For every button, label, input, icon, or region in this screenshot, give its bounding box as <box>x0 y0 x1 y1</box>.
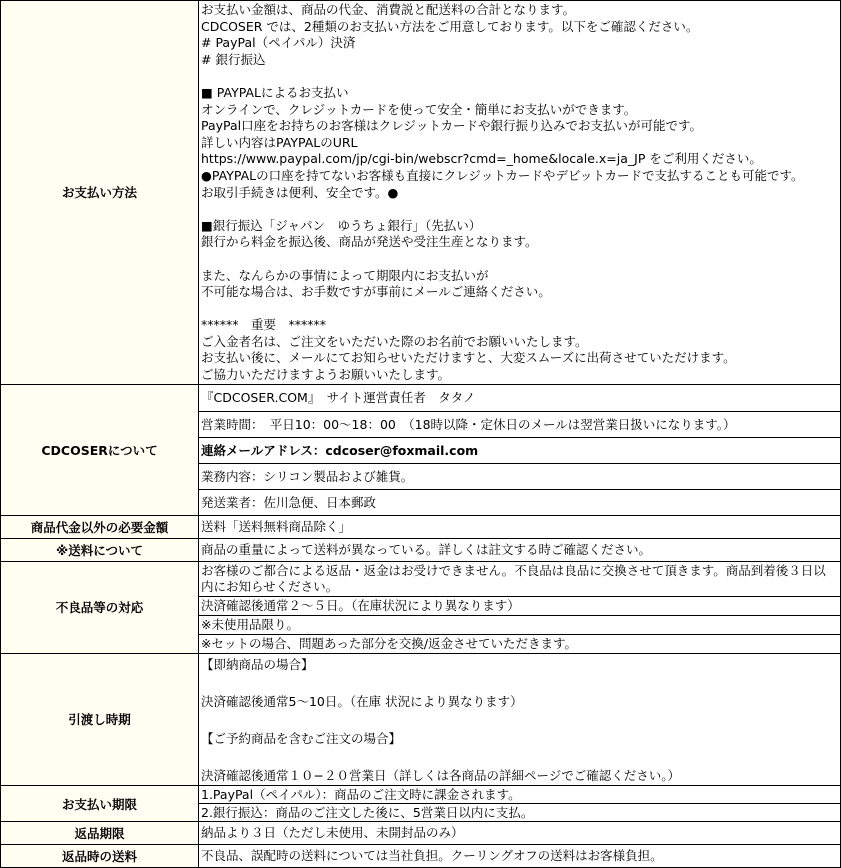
text-line: ■銀行振込「ジャパン ゆうちょ銀行」（先払い） <box>201 217 482 233</box>
delivery-time-label: 引渡し時期 <box>1 653 199 786</box>
text-line <box>199 251 840 268</box>
about-content <box>199 384 841 515</box>
text-line <box>199 711 840 730</box>
defects-content <box>199 561 841 653</box>
business-hours-text: 営業時間： 平日10：00〜18：00 （18時以降・定休日のメールは翌営業日扱いになります。） <box>199 411 840 437</box>
text-line: ご入金者名は、ご注文をいただいた際のお名前でお願いいたします。 <box>201 333 588 349</box>
shipping-note-content: 商品の重量によって送料が異なっている。詳しくは註文する時ご確認ください。 <box>199 538 841 561</box>
return-shipping-label: 返品時の送料 <box>1 845 199 868</box>
defects-set-policy-text: ※セットの場合、問題あった部分を交換/返金させていただきます。 <box>199 634 840 653</box>
contact-email-text: 連絡メールアドレス：cdcoser@foxmail.com <box>199 437 840 463</box>
payment-deadline-content <box>199 786 841 822</box>
text-line: 不可能な場合は、お手数ですが事前にメールご連絡ください。 <box>201 284 551 300</box>
text-line: お取引手続きは便利、安全です。● <box>201 184 399 200</box>
extra-fees-label: 商品代金以外の必要金額 <box>1 515 199 538</box>
text-line: 銀行から料金を振込後、商品が発送や受注生産となります。 <box>201 234 538 250</box>
shipping-note-label: ※送料について <box>1 538 199 561</box>
shipping-carriers-text: 発送業者：佐川急便、日本郵政 <box>199 489 840 515</box>
paypal-deadline-text: 1.PayPal（ペイパル）：商品のご注文時に課金されます。 <box>201 787 521 803</box>
return-deadline-content: 納品より３日（ただし未使用、未開封品のみ） <box>199 822 841 845</box>
delivery-time-content <box>199 653 841 786</box>
defects-exchange-time-text: 決済確認後通常２〜５日。（在庫状況により異なります） <box>199 596 840 615</box>
defects-policy-text: お客様のご都合による返品・返金はお受けできません。不良品は良品に交換させて頂きます。商品到着後３日以内にお知らせください。 <box>201 562 826 594</box>
text-line <box>199 748 840 767</box>
extra-fees-content: 送料「送料無料商品除く」 <box>199 515 841 538</box>
row-shipping-note <box>1 538 841 561</box>
row-payment-deadline <box>1 786 841 822</box>
text-line: また、なんらかの事情によって期限内にお支払いが <box>201 267 489 283</box>
row-defects <box>1 561 841 653</box>
defects-unused-only-text: ※未使用品限り。 <box>199 615 840 634</box>
row-return-shipping <box>1 845 841 868</box>
text-line: # PayPal（ペイパル）決済 <box>201 35 356 51</box>
row-payment-method <box>1 1 841 385</box>
return-deadline-label: 返品期限 <box>1 822 199 845</box>
payment-method-label: お支払い方法 <box>1 1 199 385</box>
about-label: CDCOSERについて <box>1 384 199 515</box>
text-line: ご協力いただけますようお願いいたします。 <box>201 367 451 383</box>
text-line: https://www.paypal.com/jp/cgi-bin/webscr?cmd=_home&locale.x=ja_JP をご利用ください。 <box>201 151 762 167</box>
text-line: CDCOSER では、2種類のお支払い方法をご用意しております。以下をご確認ください。 <box>201 18 699 34</box>
text-line <box>199 201 840 218</box>
row-delivery-time <box>1 653 841 786</box>
bank-transfer-deadline-text: 2.銀行振込：商品のご注文した後に、5営業日以内に支払。 <box>199 803 840 821</box>
text-line: ****** 重要 ****** <box>201 317 327 333</box>
text-line: お支払い後に、メールにてお知らせいただけますと、大変スムーズに出荷させていただけます。 <box>201 350 736 366</box>
text-line <box>199 674 840 693</box>
row-return-deadline <box>1 822 841 845</box>
text-line: ●PAYPALの口座を持てないお客様も直接にクレジットカードやデビットカードで支払することも可能です。 <box>201 167 804 183</box>
text-line: 決済確認後通常１０−２０営業日（詳しくは各商品の詳細ページでご確認ください。） <box>201 767 680 783</box>
text-line: 決済確認後通常5〜10日。（在庫 状況により異なります） <box>201 693 523 709</box>
text-line: 詳しい内容はPAYPALのURL <box>201 134 358 150</box>
text-line: 【即納商品の場合】 <box>201 656 314 672</box>
defects-label: 不良品等の対応 <box>1 561 199 653</box>
payment-method-content <box>199 1 841 385</box>
text-line <box>199 68 840 85</box>
text-line <box>199 301 840 318</box>
text-line: ■ PAYPALによるお支払い <box>201 84 349 100</box>
business-description-text: 業務内容：シリコン製品および雑貨。 <box>199 463 840 489</box>
text-line: オンラインで、クレジットカードを使って安全・簡単にお支払いができます。 <box>201 101 637 117</box>
text-line: # 銀行振込 <box>201 51 266 67</box>
text-line: お支払い金額は、商品の代金、消費説と配送料の合計となります。 <box>201 2 576 17</box>
payment-deadline-label: お支払い期限 <box>1 786 199 822</box>
text-line: 【ご予約商品を含むご注文の場合】 <box>201 730 402 746</box>
return-shipping-content: 不良品、誤配時の送料については当社負担。クーリングオフの送料はお客様負担。 <box>199 845 841 868</box>
row-extra-fees <box>1 515 841 538</box>
row-about <box>1 384 841 515</box>
site-operator-text: 『CDCOSER.COM』 サイト運営責任者 タタノ <box>201 389 476 405</box>
text-line: PayPal口座をお持ちのお客様はクレジットカードや銀行振り込みでお支払いが可能です。 <box>201 118 702 134</box>
